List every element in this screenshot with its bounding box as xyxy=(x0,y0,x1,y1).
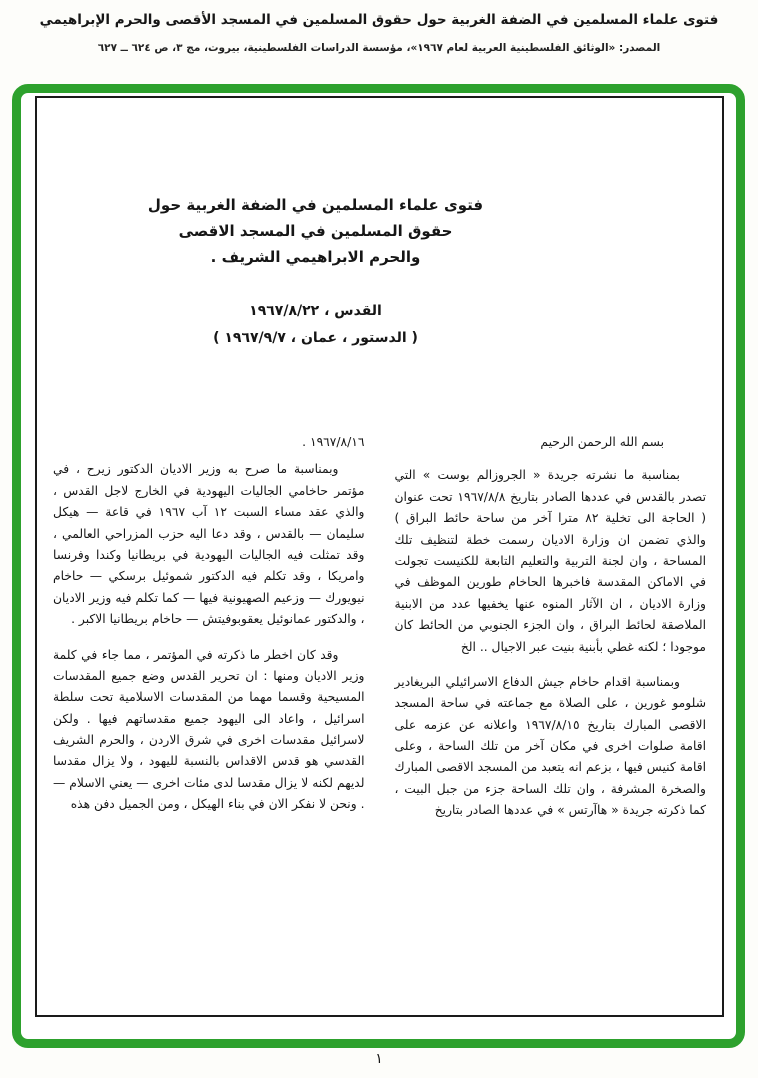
fatwa-title xyxy=(35,192,642,270)
right-column xyxy=(395,432,707,836)
green-border-frame xyxy=(12,84,745,1048)
left-column xyxy=(53,432,365,836)
dateline-block xyxy=(35,298,642,352)
header-title: فتوى علماء المسلمين في الضفة الغربية حول حقوق المسلمين في المسجد الأقصى والحرم الإبراهيمي xyxy=(39,12,719,28)
left-column-paragraph-1: وبمناسبة ما صرح به وزير الاديان الدكتور زيرح ، في مؤتمر حاخامي الجاليات اليهودية في الخارج لاجل القدس ، والذي عقد مساء السبت ١٢ آب ١٩٦٧ في قاعة — هيكل سليمان — بالقدس ، وقد دعا اليه حزب المزراحي العالمي ، وقد تمثلت فيه الجاليات اليهودية في بريطانيا وكندا وفرنسا وامريكا ، وقد تكلم فيه الدكتور شموئيل برسكي — حاخام نيويورك — وزعيم الصهيونية فيها — كما تكلم فيه وزير الاديان ، والدكتور عمانوئيل يعقوبوفيتش — حاخام بريطانيا الاكبر . xyxy=(53,462,365,627)
page-number: ١ xyxy=(375,1051,383,1067)
scanned-page xyxy=(35,96,724,1017)
basmala-line: بسم الله الرحمن الرحيم xyxy=(540,435,664,449)
header-source-line: المصدر: «الوثائق الفلسطينية العربية لعام ١٩٦٧»، مؤسسة الدراسات الفلسطينية، بيروت، مج ٣، ص ٦٢٤ ــ ٦٢٧ xyxy=(97,42,661,54)
document-header xyxy=(0,12,758,54)
right-column-paragraph-2: وبمناسبة اقدام حاخام جيش الدفاع الاسرائيلي البريغادير شلومو غورين ، على الصلاة مع جماعته في ساحة المسجد الاقصى المبارك بتاريخ ١٩٦٧/٨/١٥ واعلانه عن عزمه على اقامة صلوات اخرى في مكان آخر من تلك الساحة ، وعلى اقامة كنيس فيها ، بزعم انه يتعبد من المسجد الاقصى المبارك والصخرة المشرفة ، وان تلك الساحة جزء من جبل البيت ، كما ذكرته جريدة « هاآرتس » في عددها الصادر بتاريخ xyxy=(394,674,706,818)
dateline-newspaper: ( الدستور ، عمان ، ١٩٦٧/٩/٧ ) xyxy=(213,330,418,346)
fatwa-title-line-3: والحرم الابراهيمي الشريف . xyxy=(210,248,421,266)
left-column-paragraph-2: وقد كان اخطر ما ذكرته في المؤتمر ، مما جاء في كلمة وزير الاديان ومنها : ان تحرير القدس وضع جميع المقدسات المسيحية وقسما مهما من المقدسات الاسلامية تحت سلطة اسرائيل ، واعاد الى اليهود جميع مقدساتهم فيها . ولكن لاسرائيل مقدسات اخرى في شرق الاردن ، والحرم الشريف القدسي هو قدس الاقداس بالنسبة لليهود ، ولا يزال مقدسا لديهم لكنه لا يزال مقدسا لدى مئات اخرى — يعني الاسلام — . ونحن لا نفكر الان في بناء الهيكل ، ومن الجميل دفن هذه xyxy=(53,647,365,812)
two-column-body xyxy=(53,432,706,836)
fatwa-title-line-1: فتوى علماء المسلمين في الضفة الغربية حول xyxy=(147,196,484,214)
fatwa-title-line-2: حقوق المسلمين في المسجد الاقصى xyxy=(178,222,453,240)
dateline-city-date: القدس ، ١٩٦٧/٨/٢٢ xyxy=(249,303,382,319)
right-column-paragraph-1: بمناسبة ما نشرته جريدة « الجروزالم بوست » التي تصدر بالقدس في عددها الصادر بتاريخ ١٩٦٧/٨/٨ تحت عنوان ( الحاجة الى تخلية ٨٢ مترا آخر من ساحة حائط البراق ) والذي تضمن ان وزارة الاديان رسمت خطة لتنظيف تلك المساحة ، وان لجنة التربية والتعليم التابعة للكنيست تجولت في الاماكن المقدسة فاخبرها الحاخام طورين الموظف في وزارة الاديان ، ان الآثار المنوه عنها يخفيها عدد من الابنية الملاصقة لحائط البراق ، وان الجزء الجنوبي من الحائط كان موجودا ؛ لكنه غطي بأبنية بنيت عبر الاجيال .. الخ xyxy=(394,468,706,654)
left-column-continuation-date: ١٩٦٧/٨/١٦ . xyxy=(302,435,365,449)
